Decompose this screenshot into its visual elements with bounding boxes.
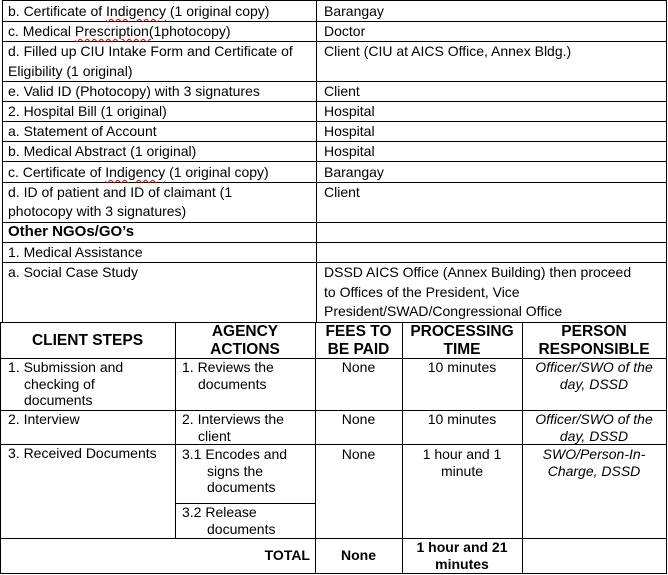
total-fee: None bbox=[341, 547, 376, 563]
processing-time: minute bbox=[440, 462, 484, 479]
agency-action: 3.2 Release bbox=[182, 504, 257, 520]
total-time: minutes bbox=[435, 555, 489, 572]
agency-action: client bbox=[198, 427, 231, 444]
agency-action: 3.1 Encodes and bbox=[182, 446, 288, 462]
where-to-secure: Hospital bbox=[324, 103, 375, 119]
requirement-item: d. Filled up CIU Intake Form and Certificate of bbox=[8, 43, 293, 59]
total-label: TOTAL bbox=[264, 547, 310, 563]
agency-action: documents bbox=[207, 520, 276, 537]
section-heading: Other NGOs/GO’s bbox=[8, 223, 135, 240]
agency-action: signs the bbox=[207, 462, 264, 479]
header-processing-time: PROCESSING bbox=[410, 323, 514, 340]
processing-time: 10 minutes bbox=[427, 411, 497, 427]
agency-action: documents bbox=[207, 479, 276, 495]
where-to-secure: Hospital bbox=[324, 143, 375, 159]
requirement-item: photocopy with 3 signatures) bbox=[8, 203, 187, 219]
header-processing-time: TIME bbox=[443, 341, 481, 358]
person-responsible: Charge, DSSD bbox=[547, 462, 641, 479]
person-responsible: SWO/Person-In- bbox=[542, 446, 646, 462]
where-to-secure: Client bbox=[324, 184, 360, 200]
agency-action: 1. Reviews the bbox=[182, 359, 274, 375]
person-responsible: Officer/SWO of the bbox=[535, 359, 653, 375]
where-to-secure: Client bbox=[324, 83, 360, 99]
agency-action: documents bbox=[198, 375, 267, 392]
person-responsible: day, DSSD bbox=[559, 375, 629, 392]
requirement-item: a. Statement of Account bbox=[8, 123, 157, 139]
header-fees: BE PAID bbox=[327, 341, 390, 358]
header-agency-actions: ACTIONS bbox=[210, 341, 280, 358]
client-step: documents bbox=[24, 392, 93, 408]
fee-value: None bbox=[341, 446, 376, 462]
client-step: 2. Interview bbox=[8, 411, 80, 427]
header-agency-actions: AGENCY bbox=[211, 323, 279, 340]
client-step: 1. Submission and bbox=[8, 359, 124, 375]
where-to-secure: DSSD AICS Office (Annex Building) then proceed bbox=[324, 264, 632, 280]
requirement-item: a. Social Case Study bbox=[8, 264, 138, 280]
client-step: checking of bbox=[24, 375, 95, 392]
header-fees: FEES TO bbox=[325, 323, 392, 340]
requirement-item: 1. Medical Assistance bbox=[8, 244, 143, 260]
person-responsible: Officer/SWO of the bbox=[535, 411, 653, 427]
person-responsible: day, DSSD bbox=[559, 427, 629, 444]
header-person-responsible: PERSON bbox=[561, 323, 627, 340]
requirement-item: 2. Hospital Bill (1 original) bbox=[8, 103, 167, 119]
fee-value: None bbox=[341, 359, 376, 375]
requirement-item: e. Valid ID (Photocopy) with 3 signatures bbox=[8, 83, 260, 99]
fee-value: None bbox=[341, 411, 376, 427]
requirement-item: c. Medical Prescription(1photocopy) bbox=[8, 23, 231, 39]
total-time: 1 hour and 21 bbox=[416, 539, 508, 555]
requirement-item: b. Medical Abstract (1 original) bbox=[8, 143, 197, 159]
requirement-item: d. ID of patient and ID of claimant (1 bbox=[8, 184, 233, 200]
processing-time: 1 hour and 1 bbox=[422, 446, 502, 462]
where-to-secure: to Offices of the President, Vice bbox=[324, 284, 520, 300]
agency-action: 2. Interviews the bbox=[182, 411, 284, 427]
requirement-item: Eligibility (1 original) bbox=[8, 63, 133, 79]
where-to-secure: Client (CIU at AICS Office, Annex Bldg.) bbox=[324, 43, 572, 59]
header-client-steps: CLIENT STEPS bbox=[31, 332, 144, 349]
where-to-secure: Doctor bbox=[324, 23, 366, 39]
requirement-item: c. Certificate of Indigency (1 original copy) bbox=[8, 164, 269, 180]
processing-time: 10 minutes bbox=[427, 359, 497, 375]
where-to-secure: Barangay bbox=[324, 164, 384, 180]
client-step: 3. Received Documents bbox=[8, 445, 157, 461]
requirement-item: b. Certificate of Indigency (1 original copy) bbox=[8, 3, 270, 19]
where-to-secure: Hospital bbox=[324, 123, 375, 139]
where-to-secure: Barangay bbox=[324, 3, 384, 19]
header-person-responsible: RESPONSIBLE bbox=[538, 341, 650, 358]
where-to-secure: President/SWAD/Congressional Office bbox=[324, 303, 563, 319]
